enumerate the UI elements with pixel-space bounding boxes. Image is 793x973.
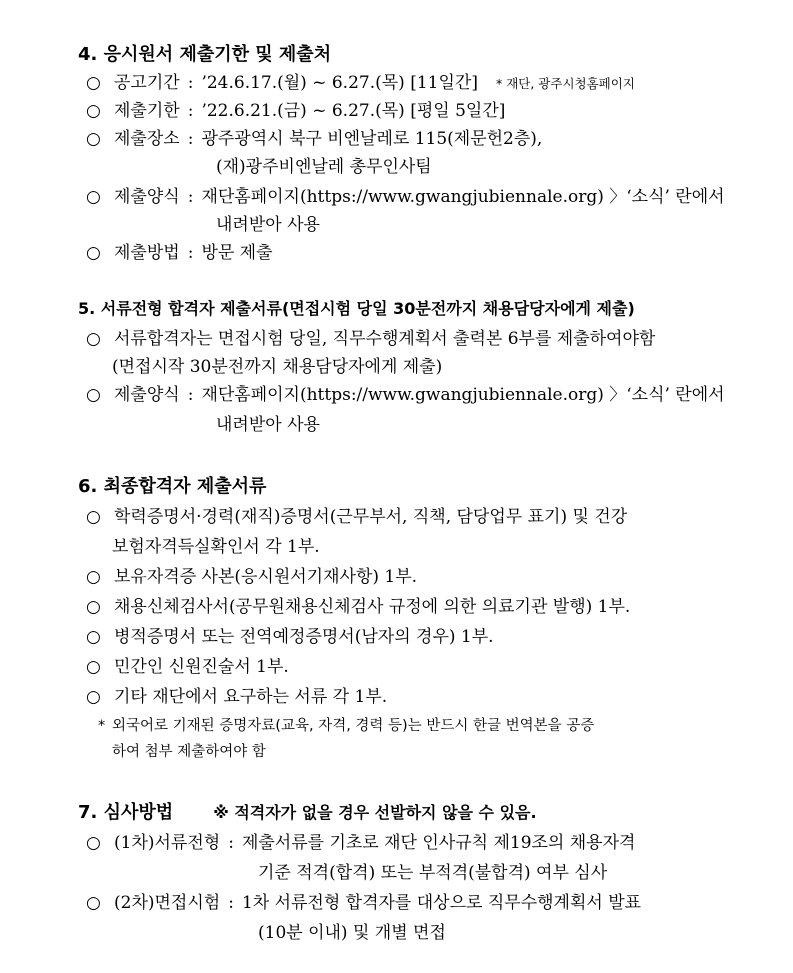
item-continuation: (면접시작 30분전까지 채용담당자에게 제출) <box>112 357 443 377</box>
bullet: ○ <box>86 567 101 587</box>
section-6-item-background <box>86 652 289 677</box>
item-value: 광주광역시 북구 비엔날레로 115(제문헌2층), <box>201 129 543 149</box>
item-text: 학력증명서·경력(재직)증명서(근무부서, 직책, 담당업무 표기) 및 건강 <box>114 507 628 527</box>
section-5-item-interview-docs <box>86 324 655 349</box>
bullet: ○ <box>86 507 101 527</box>
item-continuation: 보험자격득실확인서 각 1부. <box>112 537 320 557</box>
footnote-line-1: 외국어로 기재된 증명자료(교육, 자격, 경력 등)는 반드시 한글 번역본을 공증 <box>112 718 595 734</box>
section-6-item-certificates <box>86 502 627 527</box>
bullet: ○ <box>86 129 101 149</box>
section-4-item-location: ○ 제출장소 : 광주광역시 북구 비엔날레로 115(제문헌2층), <box>86 124 542 149</box>
bullet: ○ <box>86 385 101 405</box>
item-value: ’22.6.21.(금) ~ 6.27.(목) [평일 5일간] <box>201 101 506 121</box>
section-5-title: 5. 서류전형 합격자 제출서류(면접시험 당일 30분전까지 채용담당자에게 제출) <box>78 299 635 318</box>
item-continuation: 내려받아 사용 <box>216 215 320 235</box>
item-text: 채용신체검사서(공무원채용신체검사 규정에 의한 의료기관 발행) 1부. <box>114 597 631 617</box>
item-label: 제출기한 <box>114 101 180 121</box>
item-value: 재단홈페이지(https://www.gwangjubiennale.org) 〉‘소식’ 란에서 <box>201 385 725 405</box>
bullet: ○ <box>86 243 101 263</box>
item-text: 기타 재단에서 요구하는 서류 각 1부. <box>114 687 388 707</box>
item-text: 서류합격자는 면접시험 당일, 직무수행계획서 출력본 6부를 제출하여야함 <box>114 329 656 349</box>
section-4-item-method: ○ 제출방법 : 방문 제출 <box>86 238 273 263</box>
bullet: ○ <box>86 187 101 207</box>
section-4-title: 4. 응시원서 제출기한 및 제출처 <box>78 44 332 65</box>
section-4-item-deadline: ○ 제출기한 : ’22.6.21.(금) ~ 6.27.(목) [평일 5일간] <box>86 96 505 121</box>
item-value: ’24.6.17.(월) ~ 6.27.(목) [11일간] <box>201 73 478 93</box>
item-note: * 재단, 광주시청홈페이지 <box>495 76 635 91</box>
item-label: (2차)면접시험 <box>114 893 221 913</box>
bullet: ○ <box>86 101 101 121</box>
item-text: 병적증명서 또는 전역예정증명서(남자의 경우) 1부. <box>114 627 494 647</box>
section-6-item-other <box>86 682 387 707</box>
item-continuation: (10분 이내) 및 개별 면접 <box>258 923 446 943</box>
item-label: (1차)서류전형 <box>114 833 221 853</box>
footnote-line-2: 하여 첨부 제출하여야 함 <box>112 744 266 760</box>
footnote-mark: * <box>98 718 106 734</box>
item-text: 민간인 신원진술서 1부. <box>114 657 289 677</box>
section-6-item-license-copy <box>86 562 417 587</box>
item-continuation: 내려받아 사용 <box>216 415 320 435</box>
section-5-item-form: ○ 제출양식 : 재단홈페이지(https://www.gwangjubiennale.org) 〉‘소식’ 란에서 <box>86 380 725 405</box>
section-4-item-form: ○ 제출양식 : 재단홈페이지(https://www.gwangjubiennale.org) 〉‘소식’ 란에서 <box>86 182 725 207</box>
section-6-title: 6. 최종합격자 제출서류 <box>78 476 267 497</box>
item-text: 보유자격증 사본(응시원서기재사항) 1부. <box>114 567 418 587</box>
bullet: ○ <box>86 73 101 93</box>
section-7-item-document-screening: ○ (1차)서류전형 : 제출서류를 기초로 재단 인사규칙 제19조의 채용자격 <box>86 828 635 853</box>
item-label: 제출장소 <box>114 129 180 149</box>
item-label: 제출양식 <box>114 385 180 405</box>
section-6-item-military <box>86 622 494 647</box>
section-7-header <box>78 798 537 824</box>
item-continuation: (재)광주비엔날레 총무인사팀 <box>216 157 432 177</box>
bullet: ○ <box>86 687 101 707</box>
section-7-title: 7. 심사방법 <box>78 802 174 823</box>
item-value: 방문 제출 <box>201 243 273 263</box>
item-value: 제출서류를 기초로 재단 인사규칙 제19조의 채용자격 <box>241 833 636 853</box>
bullet: ○ <box>86 627 101 647</box>
item-label: 제출방법 <box>114 243 180 263</box>
section-7-item-interview: ○ (2차)면접시험 : 1차 서류전형 합격자를 대상으로 직무수행계획서 발표 <box>86 888 641 913</box>
item-label: 제출양식 <box>114 187 180 207</box>
bullet: ○ <box>86 893 101 913</box>
bullet: ○ <box>86 597 101 617</box>
section-6-item-medical-check <box>86 592 630 617</box>
item-value: 재단홈페이지(https://www.gwangjubiennale.org) 〉‘소식’ 란에서 <box>201 187 725 207</box>
selection-warning: ※ 적격자가 없을 경우 선발하지 않을 수 있음. <box>213 803 537 822</box>
item-value: 1차 서류전형 합격자를 대상으로 직무수행계획서 발표 <box>241 893 642 913</box>
item-continuation: 기준 적격(합격) 또는 부적격(불합격) 여부 심사 <box>258 863 608 883</box>
item-label: 공고기간 <box>114 73 180 93</box>
bullet: ○ <box>86 833 101 853</box>
section-6-footnote <box>98 714 594 735</box>
bullet: ○ <box>86 329 101 349</box>
section-4-item-posting-period: ○ 공고기간 : ’24.6.17.(월) ~ 6.27.(목) [11일간] * 재단, 광주시청홈페이지 <box>86 68 635 93</box>
bullet: ○ <box>86 657 101 677</box>
